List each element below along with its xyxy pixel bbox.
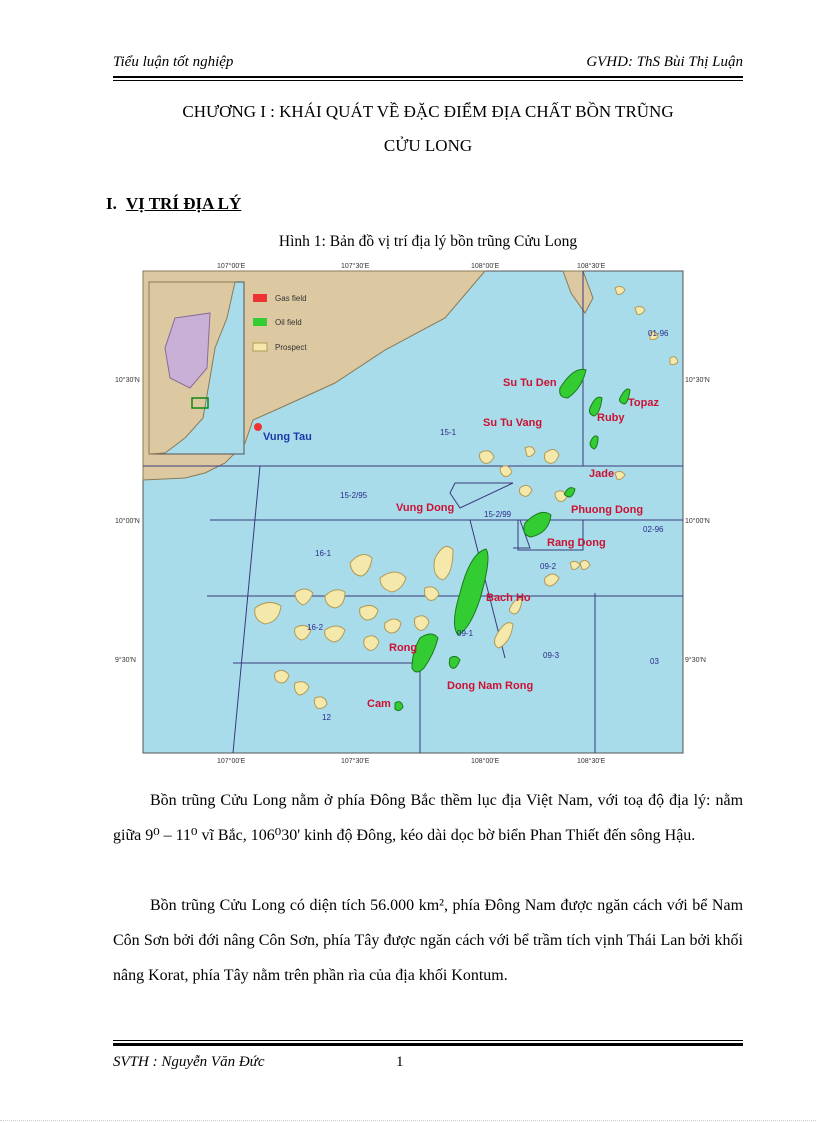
svg-text:09-3: 09-3 xyxy=(543,651,560,660)
legend-prospect: Prospect xyxy=(275,343,307,352)
svg-text:108°30'E: 108°30'E xyxy=(577,758,606,765)
svg-text:108°00'E: 108°00'E xyxy=(471,758,500,765)
svg-text:15-2/99: 15-2/99 xyxy=(484,510,512,519)
basin-location-map xyxy=(115,258,717,766)
svg-text:107°00'E: 107°00'E xyxy=(217,758,246,765)
svg-text:107°00'E: 107°00'E xyxy=(217,263,246,270)
inset-map xyxy=(149,282,244,454)
svg-text:15-2/95: 15-2/95 xyxy=(340,491,368,500)
header-rule-thin xyxy=(113,80,743,81)
page-number: 1 xyxy=(396,1054,404,1070)
running-header xyxy=(113,54,743,76)
svg-text:Jade: Jade xyxy=(589,468,615,480)
city-label: Vung Tau xyxy=(263,431,312,443)
svg-text:Bach Ho: Bach Ho xyxy=(486,592,531,604)
paragraph-1: Bồn trũng Cửu Long nằm ở phía Đông Bắc thềm lục địa Việt Nam, với toạ độ địa lý: nằm giữa 9⁰ – 11⁰ vĩ Bắc, 106⁰30' kinh độ Đông, kéo dài dọc bờ biển Phan Thiết đến sông Hậu. xyxy=(113,792,744,844)
header-left: Tiểu luận tốt nghiệp xyxy=(113,54,234,70)
svg-text:107°30'E: 107°30'E xyxy=(341,758,370,765)
svg-text:Cam: Cam xyxy=(367,698,391,710)
svg-text:10°00'N: 10°00'N xyxy=(685,518,710,525)
header-rule xyxy=(113,76,743,78)
footer-rule-thin xyxy=(113,1040,743,1041)
svg-text:Rong: Rong xyxy=(389,642,418,654)
svg-text:Rang Dong: Rang Dong xyxy=(547,537,606,549)
footer-rule xyxy=(113,1043,743,1046)
footer-author: SVTH : Nguyễn Văn Đức xyxy=(113,1054,265,1070)
svg-text:15-1: 15-1 xyxy=(440,428,457,437)
svg-text:108°00'E: 108°00'E xyxy=(471,263,500,270)
svg-text:03: 03 xyxy=(650,657,659,666)
svg-text:01-96: 01-96 xyxy=(648,329,669,338)
svg-text:12: 12 xyxy=(322,713,331,722)
svg-text:Ruby: Ruby xyxy=(597,412,625,424)
svg-text:10°00'N: 10°00'N xyxy=(115,518,140,525)
svg-text:02-96: 02-96 xyxy=(643,525,664,534)
chapter-title-line1: CHƯƠNG I : KHÁI QUÁT VỀ ĐẶC ĐIỂM ĐỊA CHẤT BỒN TRŨNG xyxy=(182,102,674,121)
chapter-title-line2: CỬU LONG xyxy=(383,136,473,155)
svg-text:Phuong Dong: Phuong Dong xyxy=(571,504,644,516)
svg-text:09-1: 09-1 xyxy=(457,629,474,638)
svg-text:Vung Dong: Vung Dong xyxy=(396,502,455,514)
svg-text:16-2: 16-2 xyxy=(307,623,324,632)
paragraph-2: Bồn trũng Cửu Long có diện tích 56.000 km², phía Đông Nam được ngăn cách với bể Nam Côn Sơn bởi đới nâng Côn Sơn, phía Tây được ngăn cách với bể trầm tích vịnh Thái Lan bởi khối nâng Korat, phía Tây nằm trên phần rìa của địa khối Kontum. xyxy=(113,897,744,984)
legend-gas: Gas field xyxy=(275,294,307,303)
svg-text:16-1: 16-1 xyxy=(315,549,332,558)
section-heading xyxy=(106,194,241,214)
svg-text:10°30'N: 10°30'N xyxy=(685,377,710,384)
svg-text:09-2: 09-2 xyxy=(540,562,557,571)
svg-text:10°30'N: 10°30'N xyxy=(115,377,140,384)
svg-text:Su Tu Den: Su Tu Den xyxy=(503,377,557,389)
page-edge xyxy=(0,1120,816,1121)
figure-caption: Hình 1: Bản đồ vị trí địa lý bồn trũng Cửu Long xyxy=(278,233,578,250)
svg-text:Su Tu Vang: Su Tu Vang xyxy=(483,417,543,429)
legend-oil: Oil field xyxy=(275,318,302,327)
svg-text:Dong Nam Rong: Dong Nam Rong xyxy=(447,680,534,692)
svg-text:107°30'E: 107°30'E xyxy=(341,263,370,270)
svg-text:108°30'E: 108°30'E xyxy=(577,263,606,270)
svg-text:9°30'N: 9°30'N xyxy=(685,657,706,664)
section-title: VỊ TRÍ ĐỊA LÝ xyxy=(125,194,242,213)
vung-tau-marker xyxy=(254,423,262,431)
section-number: I. xyxy=(106,194,117,213)
header-right: GVHD: ThS Bùi Thị Luận xyxy=(586,54,743,70)
svg-text:9°30'N: 9°30'N xyxy=(115,657,136,664)
svg-text:Topaz: Topaz xyxy=(628,397,659,409)
